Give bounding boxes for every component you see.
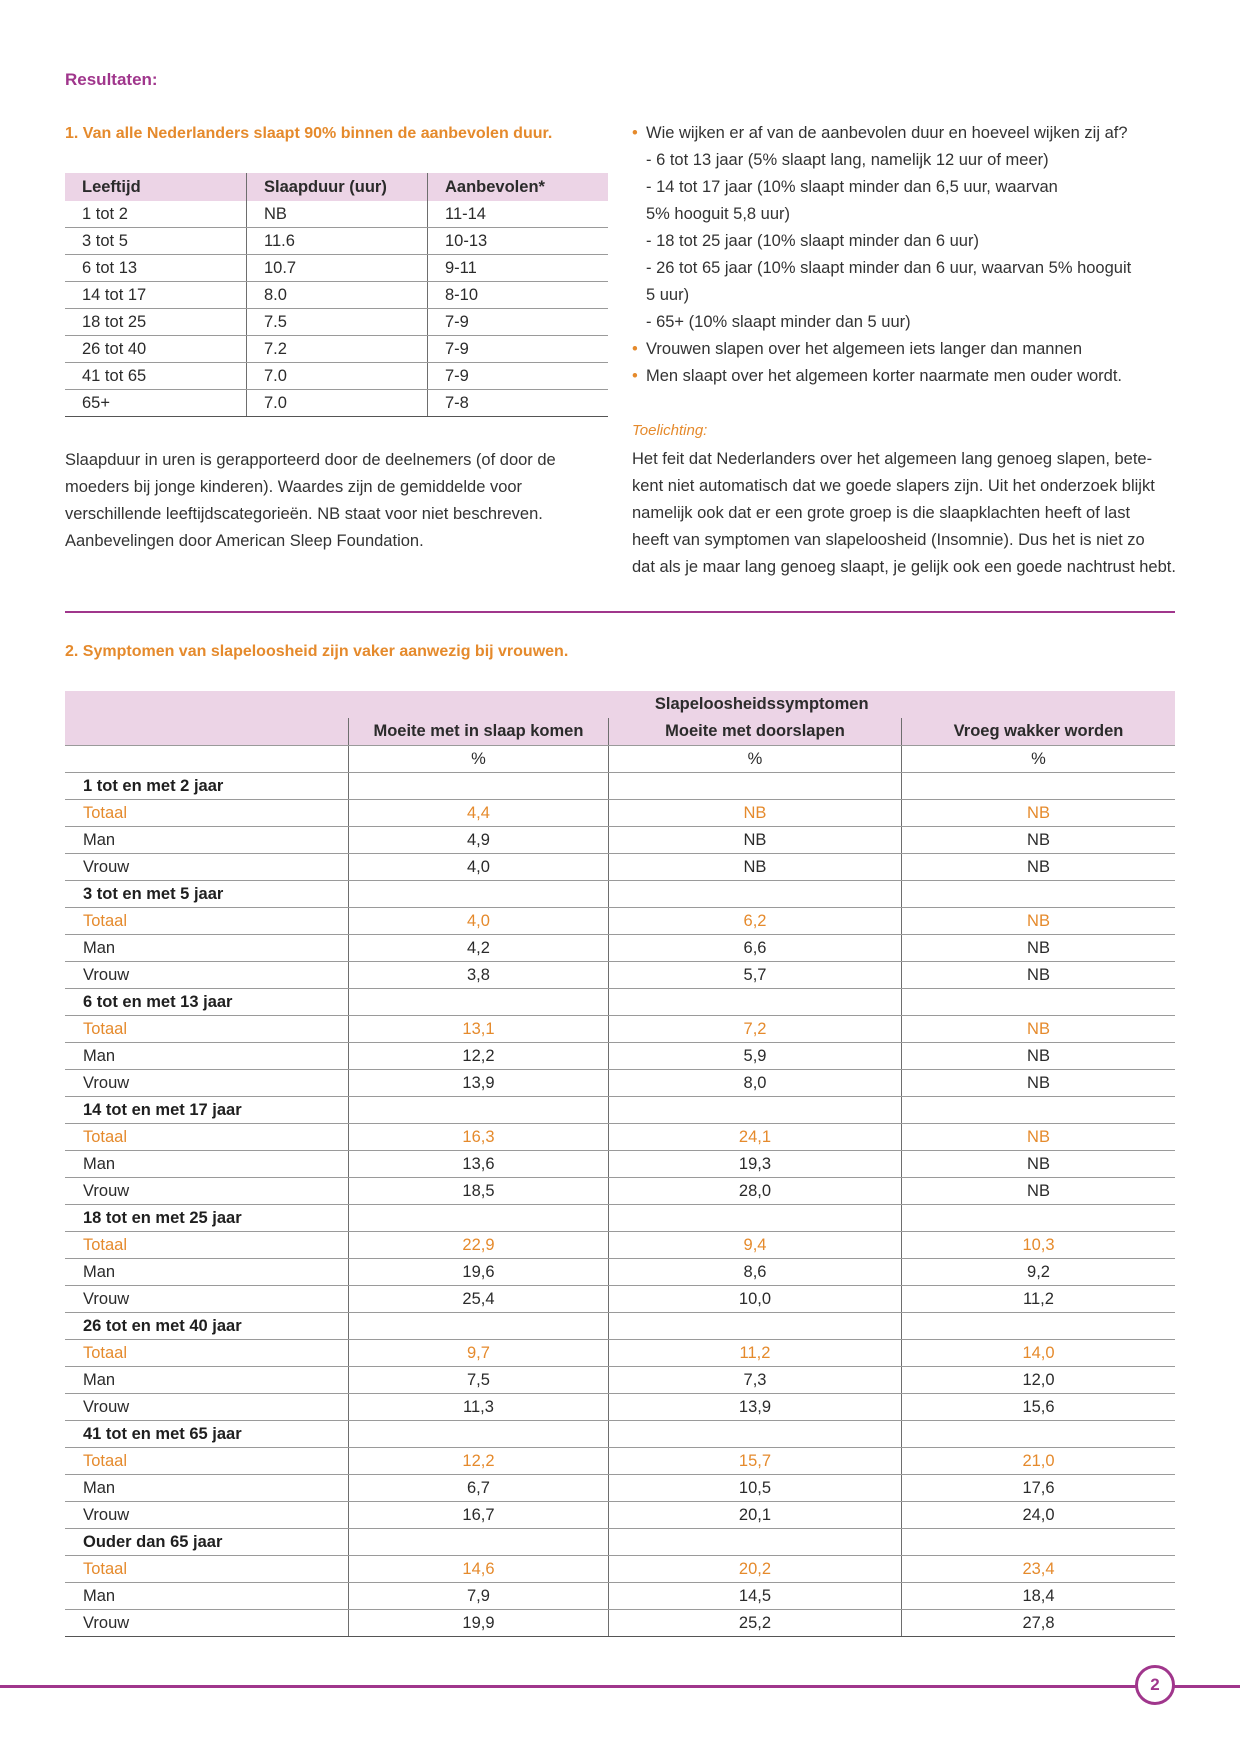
table-cell: 18 tot 25 (65, 309, 247, 336)
table-cell (348, 881, 608, 908)
table-row (65, 363, 608, 390)
insomnia-symptoms-table (65, 691, 1175, 1637)
unit-cell: % (348, 746, 608, 773)
list-item (632, 336, 1192, 363)
table-cell: 16,7 (348, 1502, 608, 1529)
table-cell (608, 1205, 901, 1232)
table-cell: 11,2 (608, 1340, 901, 1367)
table-cell: 10,3 (902, 1232, 1176, 1259)
table-cell: 8.0 (247, 282, 428, 309)
table-cell: 6,7 (348, 1475, 608, 1502)
bullet-dot-icon: • (632, 367, 638, 385)
table-cell: Totaal (65, 1556, 348, 1583)
table-cell: 11-14 (428, 201, 609, 228)
table-cell: NB (247, 201, 428, 228)
table-cell (348, 1097, 608, 1124)
table-cell (902, 1097, 1176, 1124)
table-cell: 23,4 (902, 1556, 1176, 1583)
section-divider (65, 611, 1175, 613)
table-header-cell: Aanbevolen* (428, 173, 609, 201)
list-item (632, 201, 1192, 228)
table-cell: Vrouw (65, 1394, 348, 1421)
table-cell: 4,0 (348, 908, 608, 935)
table-cell: 18,5 (348, 1178, 608, 1205)
table-row (65, 1448, 1175, 1475)
table-cell: 17,6 (902, 1475, 1176, 1502)
table-cell: 12,2 (348, 1043, 608, 1070)
table-cell: 19,9 (348, 1610, 608, 1637)
table-row (65, 1502, 1175, 1529)
table-cell: Man (65, 827, 348, 854)
table-cell: 7,2 (608, 1016, 901, 1043)
table-cell: 9,7 (348, 1340, 608, 1367)
table-cell: Man (65, 1151, 348, 1178)
table-cell: 4,9 (348, 827, 608, 854)
note-line: verschillende leeftijdscategorieën. NB staat voor niet beschreven. (65, 505, 543, 523)
table-row (65, 1259, 1175, 1286)
table-cell (902, 1529, 1176, 1556)
table-header-cell: Vroeg wakker worden (902, 718, 1176, 746)
table-cell: Man (65, 1475, 348, 1502)
table-cell (902, 773, 1176, 800)
bullet-dot-icon: • (632, 124, 638, 142)
toelichting-text (632, 446, 1192, 581)
table-cell: 7-8 (428, 390, 609, 417)
table-group-row (65, 1205, 1175, 1232)
table-cell: 6 tot 13 (65, 255, 247, 282)
table-cell: 19,3 (608, 1151, 901, 1178)
table-row (65, 1232, 1175, 1259)
table-cell: NB (902, 962, 1176, 989)
table-row (65, 1151, 1175, 1178)
table-header-cell: Leeftijd (65, 173, 247, 201)
table-cell: 11,2 (902, 1286, 1176, 1313)
table-cell: 14,0 (902, 1340, 1176, 1367)
text-line: heeft van symptomen van slapeloosheid (Insomnie). Dus het is niet zo (632, 531, 1145, 549)
footer-rule (0, 1685, 1240, 1688)
table-cell: 13,9 (348, 1070, 608, 1097)
table-cell (608, 1097, 901, 1124)
table-cell: 7-9 (428, 309, 609, 336)
table-super-header-row (65, 691, 1175, 718)
table-cell: Vrouw (65, 1286, 348, 1313)
table-cell: Man (65, 1583, 348, 1610)
group-label: 41 tot en met 65 jaar (65, 1421, 348, 1448)
table-cell (348, 773, 608, 800)
table-row (65, 935, 1175, 962)
table-cell (608, 773, 901, 800)
table-group-row (65, 1313, 1175, 1340)
table-cell: NB (902, 1070, 1176, 1097)
table-cell: Vrouw (65, 1610, 348, 1637)
table-group-row (65, 1529, 1175, 1556)
table-cell: 65+ (65, 390, 247, 417)
table-cell: 1 tot 2 (65, 201, 247, 228)
table-super-header: Slapeloosheidssymptomen (348, 691, 1175, 718)
table-cell: Vrouw (65, 962, 348, 989)
table-cell (902, 1313, 1176, 1340)
table-cell: NB (902, 800, 1176, 827)
table-header-row (65, 718, 1175, 746)
sub-item-text: 5 uur) (646, 286, 690, 304)
table-cell: Man (65, 1367, 348, 1394)
table-row (65, 962, 1175, 989)
table-cell: NB (902, 935, 1176, 962)
table-cell (348, 1529, 608, 1556)
table-cell: 10,5 (608, 1475, 901, 1502)
bullet-dot-icon: • (632, 340, 638, 358)
note-line: Aanbevelingen door American Sleep Foundation. (65, 532, 424, 550)
table-unit-row (65, 746, 1175, 773)
table-row (65, 201, 608, 228)
table-cell (65, 746, 348, 773)
table-row (65, 1367, 1175, 1394)
table-row (65, 309, 608, 336)
table-cell: NB (902, 1043, 1176, 1070)
sub-item-text: 5% hooguit 5,8 uur) (646, 205, 791, 223)
table-cell: 7-9 (428, 336, 609, 363)
sub-item-text: - 6 tot 13 jaar (5% slaapt lang, namelijk 12 uur of meer) (646, 151, 1049, 169)
table-cell: Man (65, 1259, 348, 1286)
table-cell (902, 1421, 1176, 1448)
table-cell: 21,0 (902, 1448, 1176, 1475)
sub-item-text: - 14 tot 17 jaar (10% slaapt minder dan 6,5 uur, waarvan (646, 178, 1058, 196)
table-cell: 25,2 (608, 1610, 901, 1637)
table-cell: Totaal (65, 1016, 348, 1043)
table-cell (348, 989, 608, 1016)
table-row (65, 282, 608, 309)
table-cell: Man (65, 935, 348, 962)
table-cell: 22,9 (348, 1232, 608, 1259)
table-row (65, 800, 1175, 827)
table-cell: 5,7 (608, 962, 901, 989)
heading-1: 1. Van alle Nederlanders slaapt 90% binnen de aanbevolen duur. (65, 125, 553, 142)
table-header-row (65, 173, 608, 201)
table-cell: 24,1 (608, 1124, 901, 1151)
table-cell: 7.5 (247, 309, 428, 336)
table-cell: NB (902, 1016, 1176, 1043)
text-line: namelijk ook dat er een grote groep is die slaapklachten heeft of last (632, 504, 1131, 522)
table-cell: 8,0 (608, 1070, 901, 1097)
table-cell: 4,0 (348, 854, 608, 881)
table-cell (348, 1313, 608, 1340)
table-cell: 9,4 (608, 1232, 901, 1259)
table-cell: Totaal (65, 800, 348, 827)
group-label: 1 tot en met 2 jaar (65, 773, 348, 800)
sleep-duration-table (65, 173, 608, 417)
table-row (65, 827, 1175, 854)
table-cell: NB (902, 908, 1176, 935)
list-item (632, 363, 1192, 390)
table-cell: Totaal (65, 1232, 348, 1259)
table-cell: NB (902, 1124, 1176, 1151)
table-cell: 7.0 (247, 390, 428, 417)
table-cell: NB (608, 854, 901, 881)
group-label: 14 tot en met 17 jaar (65, 1097, 348, 1124)
table-cell: 8-10 (428, 282, 609, 309)
heading-2: 2. Symptomen van slapeloosheid zijn vaker aanwezig bij vrouwen. (65, 643, 569, 660)
sub-item-text: - 26 tot 65 jaar (10% slaapt minder dan 6 uur, waarvan 5% hooguit (646, 259, 1132, 277)
table-header-cell: Moeite met in slaap komen (348, 718, 608, 746)
table-cell: NB (902, 1178, 1176, 1205)
table-cell: 13,9 (608, 1394, 901, 1421)
list-item (632, 147, 1192, 174)
table-cell: NB (608, 800, 901, 827)
table-row (65, 1556, 1175, 1583)
table-cell: 10-13 (428, 228, 609, 255)
table-cell: Totaal (65, 1124, 348, 1151)
table-cell: Totaal (65, 1448, 348, 1475)
page-number: 2 (1135, 1665, 1175, 1705)
table-cell: Vrouw (65, 1178, 348, 1205)
text-line: dat als je maar lang genoeg slaapt, je gelijk ook een goede nachtrust hebt. (632, 558, 1176, 576)
table-cell (902, 1205, 1176, 1232)
table-cell (348, 1205, 608, 1232)
table-cell: 5,9 (608, 1043, 901, 1070)
table-row (65, 1583, 1175, 1610)
table-header-cell: Slaapduur (uur) (247, 173, 428, 201)
table-cell: 10.7 (247, 255, 428, 282)
table-group-row (65, 989, 1175, 1016)
list-item (632, 174, 1192, 201)
note-line: moeders bij jonge kinderen). Waardes zijn de gemiddelde voor (65, 478, 523, 496)
table-cell: 7.2 (247, 336, 428, 363)
list-item (632, 120, 1192, 147)
table-cell: NB (902, 854, 1176, 881)
list-item (632, 228, 1192, 255)
findings-list (632, 120, 1192, 390)
table-group-row (65, 1097, 1175, 1124)
table-cell (608, 989, 901, 1016)
table-row (65, 1016, 1175, 1043)
table-row (65, 908, 1175, 935)
table-row (65, 1286, 1175, 1313)
table-cell: 13,1 (348, 1016, 608, 1043)
table-cell: 20,2 (608, 1556, 901, 1583)
table-cell: 24,0 (902, 1502, 1176, 1529)
table-cell: 3 tot 5 (65, 228, 247, 255)
table-row (65, 255, 608, 282)
sub-item-text: - 65+ (10% slaapt minder dan 5 uur) (646, 313, 911, 331)
table-cell: 6,6 (608, 935, 901, 962)
table-cell (348, 1421, 608, 1448)
table-cell: 14 tot 17 (65, 282, 247, 309)
group-label: 6 tot en met 13 jaar (65, 989, 348, 1016)
table-cell: 7,5 (348, 1367, 608, 1394)
table-cell: NB (902, 1151, 1176, 1178)
table-group-row (65, 1421, 1175, 1448)
table-cell: 7-9 (428, 363, 609, 390)
table-cell: 6,2 (608, 908, 901, 935)
table-cell: Totaal (65, 1340, 348, 1367)
bullet-text: Men slaapt over het algemeen korter naarmate men ouder wordt. (646, 367, 1123, 385)
table-body (65, 691, 1175, 1637)
table-cell: 15,6 (902, 1394, 1176, 1421)
table-cell: Vrouw (65, 854, 348, 881)
table-group-row (65, 881, 1175, 908)
table-cell (902, 881, 1176, 908)
sub-item-text: - 18 tot 25 jaar (10% slaapt minder dan 6 uur) (646, 232, 979, 250)
table-cell: 14,5 (608, 1583, 901, 1610)
group-label: Ouder dan 65 jaar (65, 1529, 348, 1556)
table-cell: 26 tot 40 (65, 336, 247, 363)
table-cell: 8,6 (608, 1259, 901, 1286)
table-cell: 3,8 (348, 962, 608, 989)
table-cell: NB (608, 827, 901, 854)
table-group-row (65, 773, 1175, 800)
table-cell: 16,3 (348, 1124, 608, 1151)
section-title: Resultaten: (65, 70, 158, 89)
table-row (65, 1178, 1175, 1205)
table-cell: 41 tot 65 (65, 363, 247, 390)
table-cell: Man (65, 1043, 348, 1070)
unit-cell: % (902, 746, 1176, 773)
text-line: kent niet automatisch dat we goede slapers zijn. Uit het onderzoek blijkt (632, 477, 1155, 495)
table-cell: 12,0 (902, 1367, 1176, 1394)
text-line: Het feit dat Nederlanders over het algemeen lang genoeg slapen, bete- (632, 450, 1153, 468)
table-row (65, 1070, 1175, 1097)
list-item (632, 282, 1192, 309)
table-cell (902, 989, 1176, 1016)
bullet-text: Vrouwen slapen over het algemeen iets langer dan mannen (646, 340, 1083, 358)
table-1-note (65, 447, 595, 555)
unit-cell: % (608, 746, 901, 773)
table-row (65, 228, 608, 255)
list-item (632, 309, 1192, 336)
table-body (65, 201, 608, 417)
table-cell: Totaal (65, 908, 348, 935)
table-row (65, 390, 608, 417)
table-cell: 14,6 (348, 1556, 608, 1583)
table-cell: 9-11 (428, 255, 609, 282)
table-cell: 4,4 (348, 800, 608, 827)
table-cell: 7,3 (608, 1367, 901, 1394)
table-cell: 25,4 (348, 1286, 608, 1313)
group-label: 26 tot en met 40 jaar (65, 1313, 348, 1340)
group-label: 18 tot en met 25 jaar (65, 1205, 348, 1232)
table-cell: 27,8 (902, 1610, 1176, 1637)
table-cell: NB (902, 827, 1176, 854)
table-cell: 19,6 (348, 1259, 608, 1286)
table-header-cell (65, 718, 348, 746)
group-label: 3 tot en met 5 jaar (65, 881, 348, 908)
table-cell: 9,2 (902, 1259, 1176, 1286)
table-cell: 15,7 (608, 1448, 901, 1475)
table-header-cell: Moeite met doorslapen (608, 718, 901, 746)
table-cell: Vrouw (65, 1070, 348, 1097)
table-row (65, 1610, 1175, 1637)
table-row (65, 336, 608, 363)
table-cell: 11.6 (247, 228, 428, 255)
table-cell: 20,1 (608, 1502, 901, 1529)
table-cell (608, 1421, 901, 1448)
table-cell: 4,2 (348, 935, 608, 962)
table-cell (608, 881, 901, 908)
table-cell: 12,2 (348, 1448, 608, 1475)
note-line: Slaapduur in uren is gerapporteerd door de deelnemers (of door de (65, 451, 556, 469)
table-cell: 28,0 (608, 1178, 901, 1205)
table-header-cell (65, 691, 348, 718)
table-row (65, 1475, 1175, 1502)
table-cell: 10,0 (608, 1286, 901, 1313)
table-cell: 13,6 (348, 1151, 608, 1178)
table-cell: 18,4 (902, 1583, 1176, 1610)
table-cell (608, 1529, 901, 1556)
table-cell (608, 1313, 901, 1340)
table-cell: Vrouw (65, 1502, 348, 1529)
table-cell: 7.0 (247, 363, 428, 390)
bullet-text: Wie wijken er af van de aanbevolen duur en hoeveel wijken zij af? (646, 124, 1128, 142)
table-row (65, 1340, 1175, 1367)
table-row (65, 1394, 1175, 1421)
table-cell: 11,3 (348, 1394, 608, 1421)
table-row (65, 854, 1175, 881)
toelichting-label: Toelichting: (632, 422, 708, 439)
table-row (65, 1124, 1175, 1151)
table-cell: 7,9 (348, 1583, 608, 1610)
table-row (65, 1043, 1175, 1070)
list-item (632, 255, 1192, 282)
